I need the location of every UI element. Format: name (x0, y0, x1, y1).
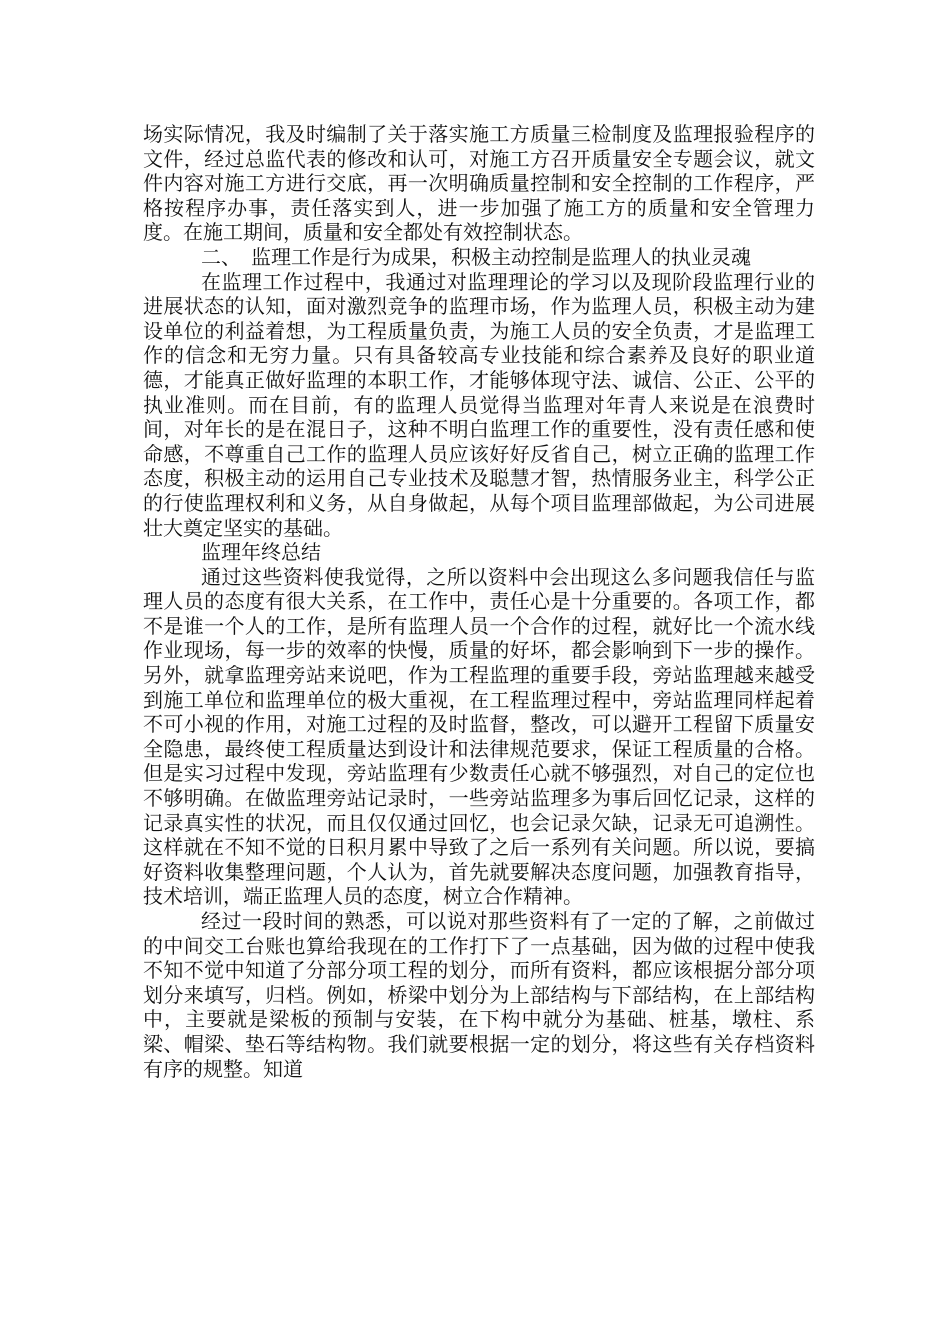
section-number: 二、 (201, 244, 241, 269)
paragraph-responsibility: 通过这些资料使我觉得，之所以资料中会出现这么多问题我信任与监理人员的态度有很大关系，在工作中，责任心是十分重要的。各项工作，都不是谁一个人的工作，是所有监理人员一个合作的过程，就好比一个流水线作业现场，每一步的效率的快慢，质量的好坏，都会影响到下一步的操作。另外，就拿监理旁站来说吧，作为工程监理的重要手段，旁站监理越来越受到施工单位和监理单位的极大重视，在工程监理过程中，旁站监理同样起着不可小视的作用，对施工过程的及时监督，整改，可以避开工程留下质量安全隐患，最终使工程质量达到设计和法律规范要求，保证工程质量的合格。但是实习过程中发现，旁站监理有少数责任心就不够强烈，对自己的定位也不够明确。在做监理旁站记录时，一些旁站监理多为事后回忆记录，这样的记录真实性的状况，而且仅仅通过回忆，也会记录欠缺，记录无可追溯性。这样就在不知不觉的日积月累中导致了之后一系列有关问题。所以说，要搞好资料收集整理问题，个人认为，首先就要解决态度问题，加强教育指导，技术培训，端正监理人员的态度，树立合作精神。 (143, 564, 815, 909)
paragraph-quality-safety: 场实际情况，我及时编制了关于落实施工方质量三检制度及监理报验程序的文件，经过总监代表的修改和认可，对施工方召开质量安全专题会议，就文件内容对施工方进行交底，再一次明确质量控制和安全控制的工作程序，严格按程序办事，责任落实到人，进一步加强了施工方的质量和安全管理力度。在施工期间，质量和安全都处有效控制状态。 (143, 122, 815, 245)
document-page (143, 122, 815, 1081)
section-heading-text: 监理工作是行为成果，积极主动控制是监理人的执业灵魂 (251, 244, 751, 269)
paragraph-archive-classification: 经过一段时间的熟悉，可以说对那些资料有了一定的了解，之前做过的中间交工台账也算给我现在的工作打下了一点基础，因为做的过程中使我不知不觉中知道了分部分项工程的划分，而所有资料，都应该根据分部分项划分来填写，归档。例如，桥梁中划分为上部结构与下部结构，在上部结构中，主要就是梁板的预制与安装，在下构中就分为基础、桩基，墩柱、系梁、帽梁、垫石等结构物。我们就要根据一定的划分，将这些有关存档资料有序的规整。知道 (143, 909, 815, 1081)
subtitle-annual-summary: 监理年终总结 (201, 540, 321, 565)
paragraph-supervision-attitude: 在监理工作过程中，我通过对监理理论的学习以及现阶段监理行业的进展状态的认知，面对激烈竞争的监理市场，作为监理人员，积极主动为建设单位的利益着想，为工程质量负责，为施工人员的安全负责，才是监理工作的信念和无穷力量。只有具备较高专业技能和综合素养及良好的职业道德，才能真正做好监理的本职工作，才能够体现守法、诚信、公正、公平的执业准则。而在目前，有的监理人员觉得当监理对年青人来说是在浪费时间，对年长的是在混日子，这种不明白监理工作的重要性，没有责任感和使命感，不尊重自己工作的监理人员应该好好反省自己，树立正确的监理工作态度，积极主动的运用自己专业技术及聪慧才智，热情服务业主，科学公正的行使监理权利和义务，从自身做起，从每个项目监理部做起，为公司进展壮大奠定坚实的基础。 (143, 269, 815, 540)
section-heading-2 (143, 245, 815, 270)
